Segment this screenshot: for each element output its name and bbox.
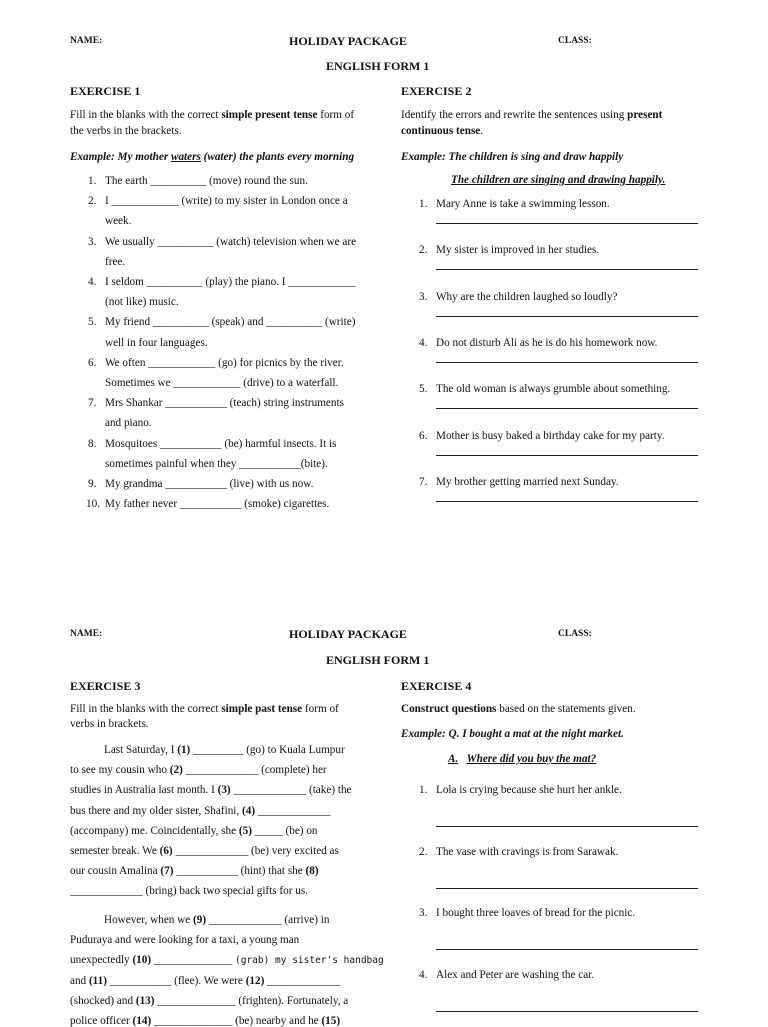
line-text: (accompany) me. Coincidentally, she xyxy=(70,824,239,837)
item-text: (not like) music. xyxy=(105,296,179,309)
exercise-title: EXERCISE 4 xyxy=(401,679,472,693)
answer-line xyxy=(436,408,698,409)
paragraph-line xyxy=(70,995,348,1007)
blank-number: (11) xyxy=(88,974,107,987)
example-text: Example: My mother xyxy=(70,151,171,163)
item-text: The vase with cravings is from Sarawak. xyxy=(436,845,619,858)
item-number: 7. xyxy=(88,397,97,410)
line-text: ___________ (flee). We were xyxy=(106,974,246,987)
instr-text: form of xyxy=(302,703,339,715)
line-text: _____________ (bring) back two special gifts for us. xyxy=(70,885,309,898)
item-number: 3. xyxy=(419,907,428,920)
instr-bold: continuous tense xyxy=(401,125,481,137)
blank-number: (13) xyxy=(135,994,155,1007)
item-number: 2. xyxy=(88,195,97,208)
item-text: We usually __________ (watch) television when we are xyxy=(105,235,357,248)
blank-number: (10) xyxy=(132,954,152,967)
item-number: 3. xyxy=(419,290,428,303)
paragraph-line xyxy=(70,885,308,897)
paragraph-line xyxy=(70,934,299,946)
instr-bold: simple present tense xyxy=(221,109,318,121)
paragraph-line xyxy=(70,825,318,837)
paragraph-line xyxy=(70,764,327,776)
item-number: 8. xyxy=(88,437,97,450)
example: Example: Q. I bought a mat at the night market. xyxy=(401,728,624,740)
paragraph-line xyxy=(70,865,319,877)
item-text: week. xyxy=(105,215,132,228)
line-text: ___________ (hint) that she xyxy=(173,865,306,878)
name-label: NAME: xyxy=(70,36,103,46)
line-text: (shocked) and xyxy=(70,994,136,1007)
line-text: police officer xyxy=(70,1015,133,1027)
item-text: free. xyxy=(105,255,126,268)
item-text: sometimes painful when they ___________(bite). xyxy=(105,457,328,470)
example-answer: waters xyxy=(171,151,201,163)
blank-number: (6) xyxy=(159,845,173,857)
line-text: _____________ xyxy=(255,804,331,817)
answer-line xyxy=(436,455,698,456)
item-text: We often ____________ (go) for picnics by the river. xyxy=(105,356,344,369)
instructions-line2: the verbs in the brackets. xyxy=(70,125,182,137)
line-text: _____________ xyxy=(264,974,340,987)
paragraph-line xyxy=(104,744,345,756)
line-text: _________ (go) to Kuala Lumpur xyxy=(190,744,345,756)
item-number: 2. xyxy=(419,845,428,858)
blank-number: (7) xyxy=(160,865,174,878)
item-text: Do not disturb Ali as he is do his homework now. xyxy=(436,336,658,349)
page-title: HOLIDAY PACKAGE xyxy=(289,34,407,48)
item-text: My grandma ___________ (live) with us now. xyxy=(105,478,314,490)
line-text: semester break. We xyxy=(70,845,160,857)
answer-line xyxy=(436,223,698,224)
page-subtitle: ENGLISH FORM 1 xyxy=(326,653,430,667)
instr-bold: Construct questions xyxy=(401,703,497,715)
item-number: 7. xyxy=(419,475,428,488)
item-number: 5. xyxy=(88,316,97,329)
line-text: bus there and my older sister, Shafini, xyxy=(70,804,242,817)
line-text: _____________ (arrive) in xyxy=(206,914,330,926)
example-answer xyxy=(448,753,596,765)
line-text: However, when we xyxy=(104,914,194,926)
instructions xyxy=(70,703,339,715)
line-text: Puduraya and were looking for a taxi, a young man xyxy=(70,934,300,947)
line-text: ______________ (frighten). Fortunately, a xyxy=(154,994,349,1007)
instructions-line2: verbs in brackets. xyxy=(70,718,149,730)
item-text: My sister is improved in her studies. xyxy=(436,244,600,257)
line-text: studies in Australia last month. I xyxy=(70,784,218,797)
exercise-title: EXERCISE 1 xyxy=(70,84,141,98)
item-number: 4. xyxy=(419,336,428,349)
page-title: HOLIDAY PACKAGE xyxy=(289,627,407,641)
item-text: Mosquitoes ___________ (be) harmful insects. It is xyxy=(105,437,337,450)
example-text: (water) the plants every morning xyxy=(200,151,355,163)
line-text: _____________ (be) very excited as xyxy=(172,845,339,857)
class-label: CLASS: xyxy=(558,36,592,46)
instr-text: based on the statements given. xyxy=(496,703,636,715)
answer-line xyxy=(436,269,698,270)
blank-number: (9) xyxy=(193,914,207,926)
instructions-line2 xyxy=(401,125,483,137)
instr-text: Fill in the blanks with the correct xyxy=(70,109,222,121)
example xyxy=(70,151,354,163)
example: Example: The children is sing and draw happily xyxy=(401,151,624,163)
item-number: 9. xyxy=(88,478,97,490)
answer-line xyxy=(436,501,698,502)
blank-number: (4) xyxy=(242,804,256,817)
instructions xyxy=(401,703,636,715)
blank-number: (1) xyxy=(177,744,191,756)
item-text: I bought three loaves of bread for the picnic. xyxy=(436,907,636,920)
instr-text: Fill in the blanks with the correct xyxy=(70,703,222,715)
line-text: (grab) my sister's handbag xyxy=(235,955,384,967)
name-label: NAME: xyxy=(70,629,103,639)
line-text: unexpectedly xyxy=(70,954,133,967)
line-text: and xyxy=(70,974,89,987)
answer-line xyxy=(436,1011,698,1012)
paragraph-line xyxy=(70,784,352,796)
item-text: Mother is busy baked a birthday cake for my party. xyxy=(436,429,665,442)
paragraph-line xyxy=(104,914,329,926)
item-text: Why are the children laughed so loudly? xyxy=(436,290,618,303)
blank-number: (8) xyxy=(305,865,319,878)
line-text: to see my cousin who xyxy=(70,764,170,777)
answer-line xyxy=(436,949,698,950)
line-text: _____________ (complete) her xyxy=(182,764,327,777)
answer-line xyxy=(436,316,698,317)
instr-text: Identify the errors and rewrite the sentences using xyxy=(401,109,628,121)
blank-number: (14) xyxy=(132,1015,152,1027)
line-text: our cousin Amalina xyxy=(70,865,161,878)
item-text: My brother getting married next Sunday. xyxy=(436,475,619,488)
item-text: Alex and Peter are washing the car. xyxy=(436,969,595,982)
paragraph-line xyxy=(70,1015,340,1027)
paragraph-line xyxy=(70,975,340,987)
class-label: CLASS: xyxy=(558,629,592,639)
answer-text: Where did you buy the mat? xyxy=(466,753,597,765)
item-number: 6. xyxy=(419,429,428,442)
line-text: ______________ xyxy=(151,954,235,967)
item-text: I seldom __________ (play) the piano. I ____________ xyxy=(105,276,356,288)
item-number: 1. xyxy=(419,198,428,210)
instr-bold: present xyxy=(627,109,663,121)
blank-number: (12) xyxy=(245,974,265,987)
item-text: The old woman is always grumble about something. xyxy=(436,383,671,396)
blank-number: (15) xyxy=(321,1015,341,1027)
item-number: 3. xyxy=(88,235,97,248)
item-number: 5. xyxy=(419,383,428,396)
item-number: 6. xyxy=(88,356,97,369)
exercise-title: EXERCISE 2 xyxy=(401,84,472,98)
paragraph-line xyxy=(70,845,339,857)
instructions xyxy=(401,109,662,121)
line-text: _____________ (take) the xyxy=(230,784,352,797)
item-text: Sometimes we ____________ (drive) to a waterfall. xyxy=(105,377,339,389)
item-text: My father never ___________ (smoke) cigarettes. xyxy=(105,498,330,511)
exercise-title: EXERCISE 3 xyxy=(70,679,141,693)
answer-line xyxy=(436,362,698,363)
page-subtitle: ENGLISH FORM 1 xyxy=(326,59,430,73)
instructions xyxy=(70,109,354,121)
instr-bold: simple past tense xyxy=(221,703,303,715)
paragraph-line xyxy=(70,805,331,817)
item-text: My friend __________ (speak) and __________ (write) xyxy=(105,316,356,329)
item-text: The earth __________ (move) round the sun. xyxy=(105,175,308,187)
blank-number: (5) xyxy=(238,824,252,837)
line-text: ______________ (be) nearby and he xyxy=(151,1015,322,1027)
item-text: Mary Anne is take a swimming lesson. xyxy=(436,198,610,210)
item-number: 4. xyxy=(419,969,428,982)
instr-text: . xyxy=(480,125,484,137)
example-answer: The children are singing and drawing happily. xyxy=(451,174,666,186)
item-number: 1. xyxy=(88,175,97,187)
item-number: 1. xyxy=(419,784,428,796)
line-text: Last Saturday, I xyxy=(104,744,178,756)
answer-letter: A. xyxy=(448,753,459,765)
item-text: Mrs Shankar ___________ (teach) string instruments xyxy=(105,397,344,410)
item-text: well in four languages. xyxy=(105,336,208,349)
answer-line xyxy=(436,888,698,889)
item-text: Lola is crying because she hurt her ankle. xyxy=(436,784,622,796)
instr-text: form of xyxy=(317,109,355,121)
item-number: 4. xyxy=(88,276,97,288)
answer-line xyxy=(436,826,698,827)
item-text: and piano. xyxy=(105,417,152,430)
item-number: 10. xyxy=(86,498,100,511)
blank-number: (2) xyxy=(169,764,183,777)
blank-number: (3) xyxy=(217,784,231,797)
item-number: 2. xyxy=(419,244,428,257)
item-text: I ____________ (write) to my sister in London once a xyxy=(105,195,348,208)
line-text: _____ (be) on xyxy=(251,824,318,837)
paragraph-line xyxy=(70,954,384,966)
